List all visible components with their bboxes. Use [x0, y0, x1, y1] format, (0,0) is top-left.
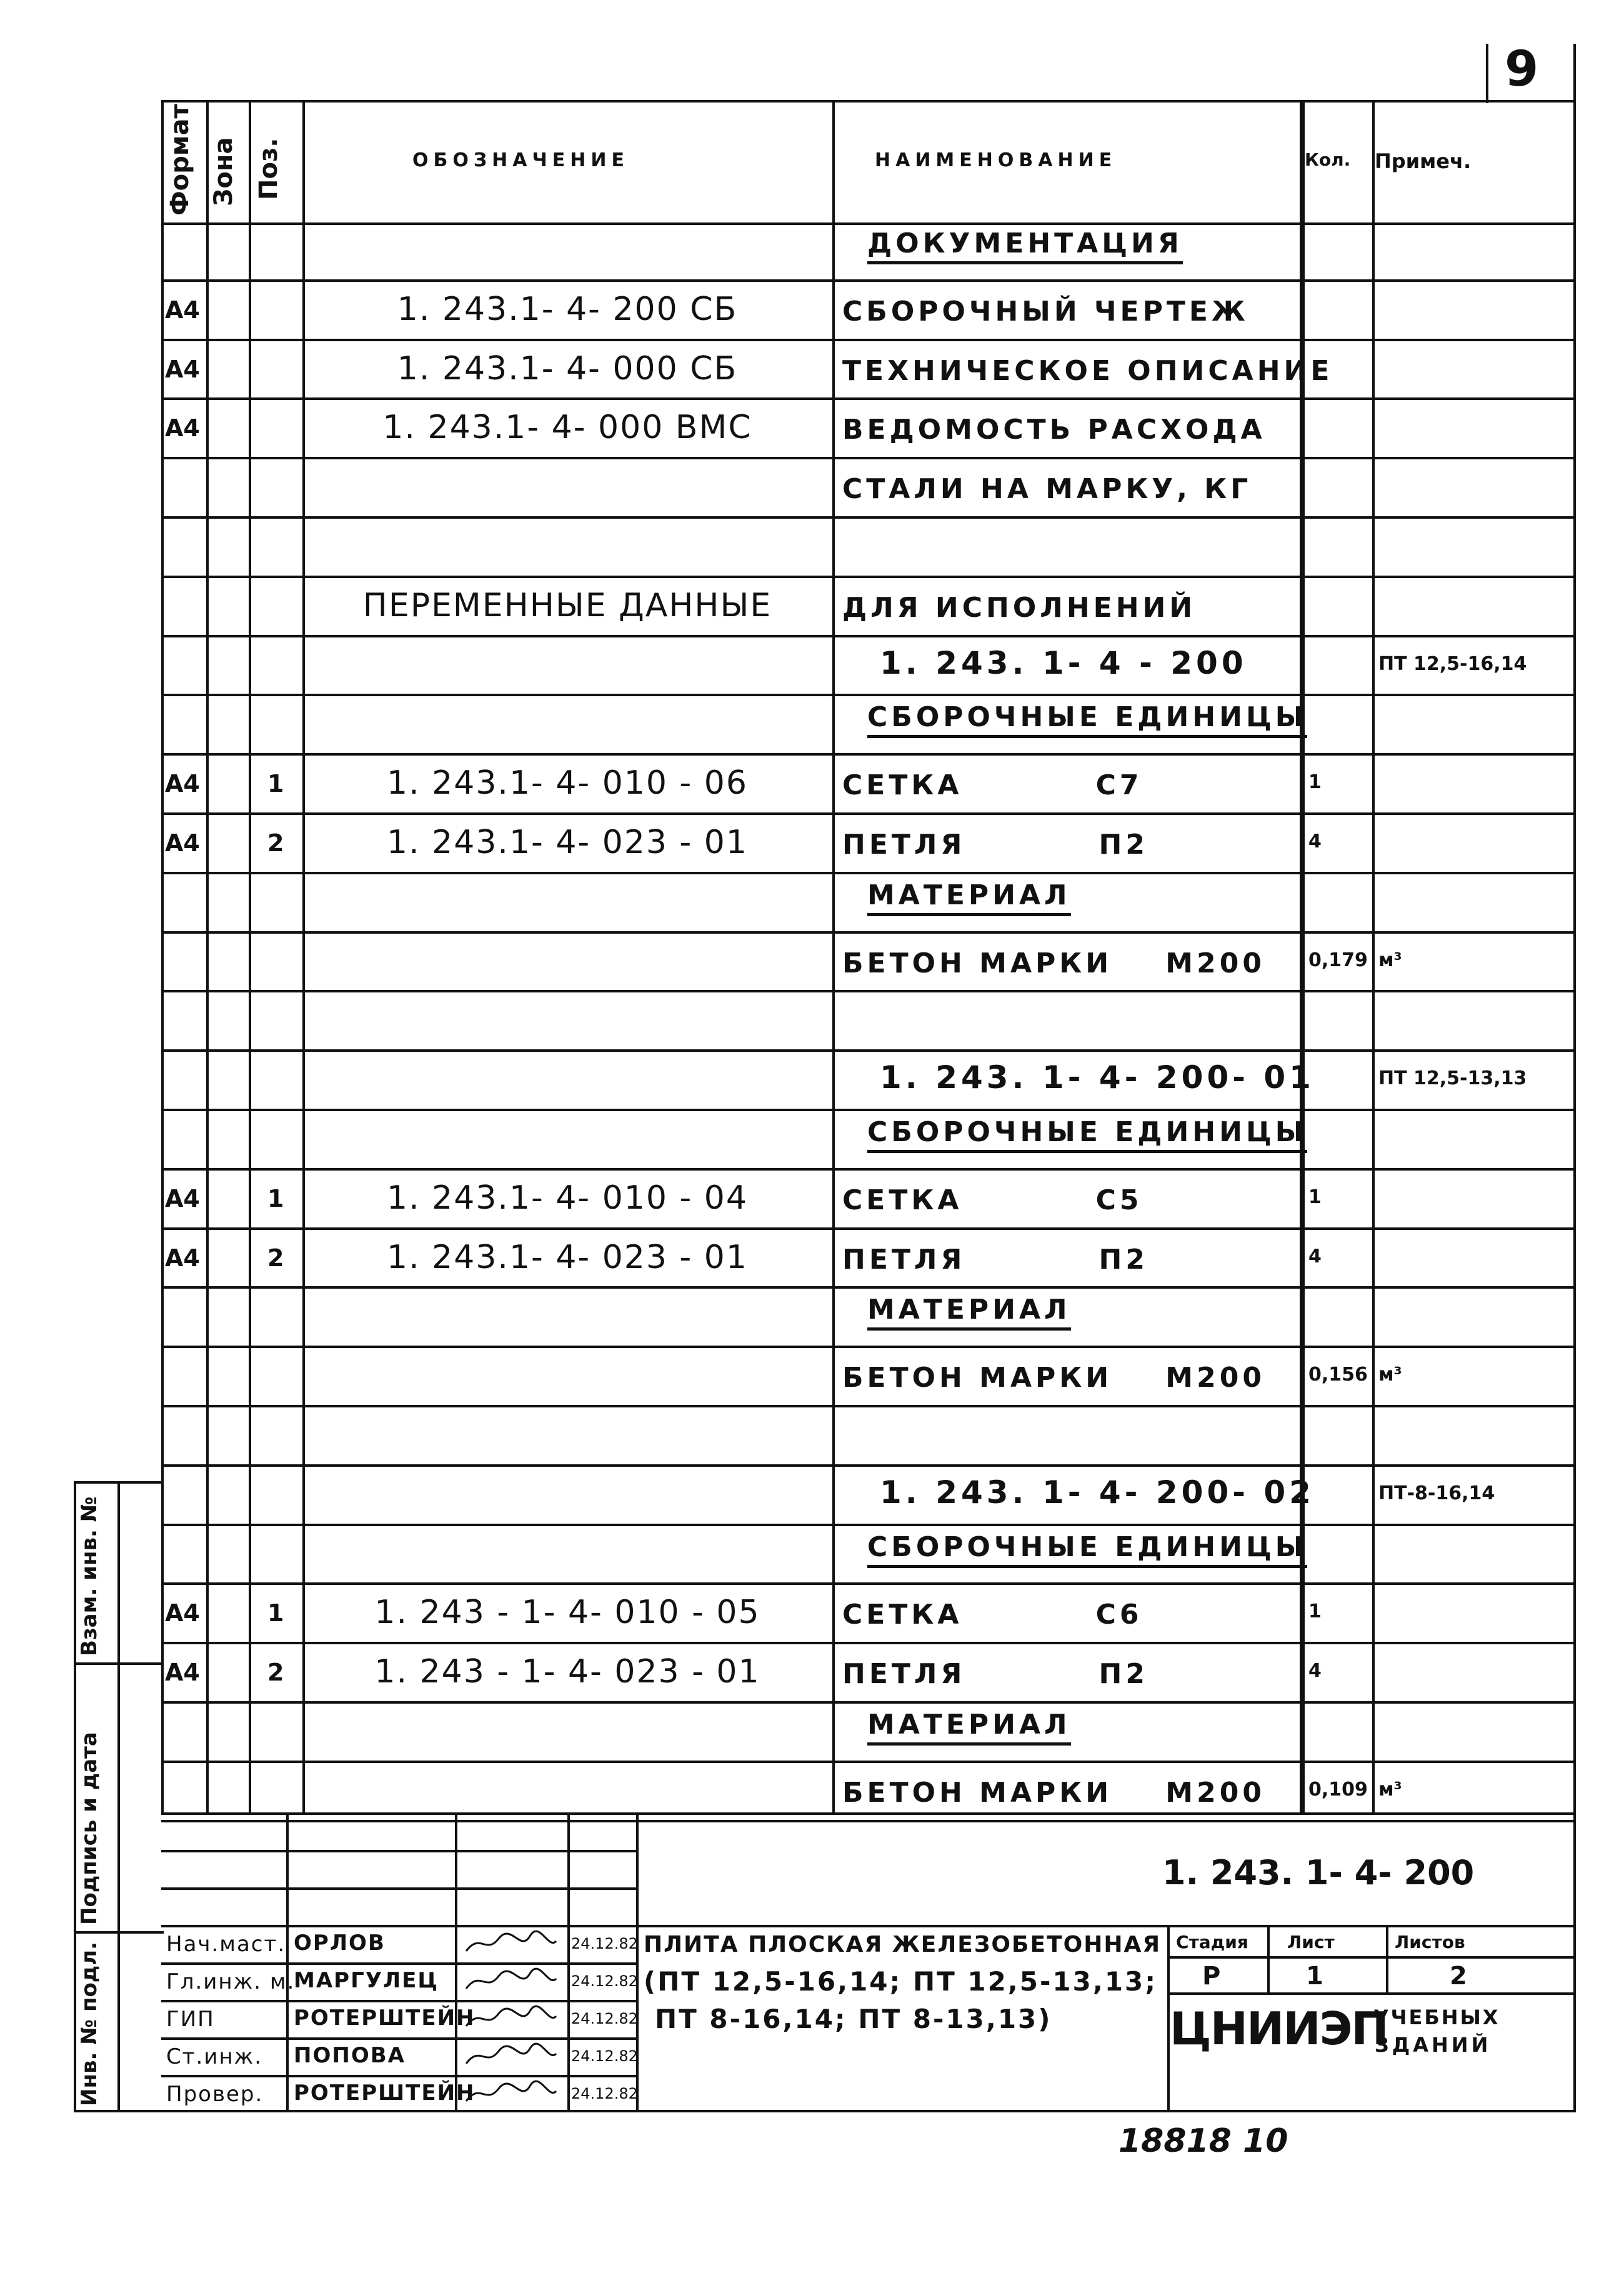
title-doc-code: 1. 243. 1- 4- 200 [1162, 1853, 1475, 1892]
sheet-number-box-right [1573, 44, 1576, 103]
approval-name: РОТЕРШТЕЙН [294, 2081, 476, 2106]
side-vzam-inv: Взам. инв. № [77, 1496, 102, 1656]
cell-name: ДОКУМЕНТАЦИЯ [867, 230, 1183, 264]
signature [461, 2077, 561, 2109]
cell-qty: 1 [1308, 771, 1322, 794]
table-row [161, 1585, 1575, 1644]
approval-role: ГИП [166, 2007, 215, 2032]
cell-designation: 1. 243.1- 4- 023 - 01 [387, 824, 748, 861]
approval-role: Нач.маст. [166, 1932, 286, 1957]
table-row [161, 815, 1575, 874]
cell-name: ТЕХНИЧЕСКОЕ ОПИСАНИЕ [842, 354, 1333, 387]
cell-designation: ПЕРЕМЕННЫЕ ДАННЫЕ [362, 586, 772, 624]
sheet-number: 9 [1505, 41, 1539, 97]
cell-name: ДЛЯ ИСПОЛНЕНИЙ [842, 591, 1197, 624]
table-row [161, 756, 1575, 815]
cell-qty: 4 [1308, 831, 1322, 852]
approval-name: РОТЕРШТЕЙН [294, 2006, 476, 2031]
sheets-label: Листов [1395, 1932, 1465, 1952]
cell-name: МАТЕРИАЛ [867, 882, 1071, 916]
signature [461, 1927, 561, 1959]
cell-qty: 1 [1308, 1601, 1322, 1623]
cell-name: СЕТКА С5 [842, 1184, 1143, 1216]
cell-note: м³ [1378, 949, 1402, 971]
cell-format: А4 [165, 355, 200, 383]
approval-role: Провер. [166, 2082, 264, 2107]
sheet-number-box-left [1486, 44, 1488, 103]
sheet-value: 1 [1306, 1962, 1323, 1991]
cell-pos: 2 [267, 829, 284, 857]
table-row [161, 459, 1575, 519]
cell-name: ПЕТЛЯ П2 [842, 1658, 1148, 1691]
cell-pos: 1 [267, 1599, 284, 1627]
cell-designation: 1. 243.1- 4- 010 - 04 [387, 1179, 748, 1217]
table-row [161, 222, 1575, 282]
cell-designation: 1. 243 - 1- 4- 023 - 01 [374, 1653, 760, 1691]
cell-qty: 4 [1308, 1660, 1322, 1682]
approval-date: 24.12.82 [571, 2047, 638, 2065]
table-row [161, 637, 1575, 697]
cell-name: МАТЕРИАЛ [867, 1711, 1071, 1746]
table-row [161, 874, 1575, 934]
signature [461, 2040, 561, 2071]
cell-name: БЕТОН МАРКИ М200 [842, 1776, 1265, 1809]
table-row [161, 934, 1575, 993]
cell-pos: 1 [267, 1184, 284, 1212]
cell-format: А4 [165, 829, 200, 857]
header-zone: Зона [209, 137, 238, 206]
cell-name: 1. 243. 1- 4- 200- 01 [880, 1059, 1315, 1096]
cell-name: 1. 243. 1- 4- 200- 02 [880, 1474, 1315, 1511]
cell-format: А4 [165, 296, 200, 324]
table-row [161, 282, 1575, 341]
stage-value: Р [1202, 1962, 1221, 1991]
title-line-1: ПЛИТА ПЛОСКАЯ ЖЕЛЕЗОБЕТОННАЯ [644, 1932, 1162, 1957]
cell-name: БЕТОН МАРКИ М200 [842, 1362, 1265, 1394]
approval-name: МАРГУЛЕЦ [294, 1968, 439, 1993]
side-sign-date: Подпись и дата [77, 1732, 102, 1925]
table-row [161, 696, 1575, 756]
cell-designation: 1. 243.1- 4- 200 СБ [397, 290, 738, 328]
signature [461, 1965, 561, 1996]
org-name: ЦНИИЭП [1170, 2002, 1388, 2055]
cell-name: ПЕТЛЯ П2 [842, 1243, 1148, 1276]
cell-note: ПТ 12,5-13,13 [1378, 1067, 1527, 1090]
table-row [161, 341, 1575, 401]
cell-qty: 4 [1308, 1245, 1322, 1267]
cell-designation: 1. 243.1- 4- 023 - 01 [387, 1238, 748, 1276]
table-row [161, 1052, 1575, 1111]
approval-date: 24.12.82 [571, 1935, 638, 1952]
cell-pos: 1 [267, 770, 284, 798]
cell-name: СБОРОЧНЫЕ ЕДИНИЦЫ [867, 1534, 1307, 1568]
approval-name: ПОПОВА [294, 2043, 406, 2068]
cell-name: СТАЛИ НА МАРКУ, КГ [842, 473, 1252, 506]
table-row [161, 400, 1575, 459]
table-row [161, 1289, 1575, 1348]
cell-qty: 0,156 [1308, 1364, 1368, 1386]
table-row [161, 578, 1575, 637]
cell-format: А4 [165, 414, 200, 442]
header-note: Примеч. [1375, 149, 1472, 173]
cell-name: СЕТКА С7 [842, 769, 1143, 802]
table-row [161, 1644, 1575, 1704]
footer-number: 18818 10 [1118, 2122, 1288, 2160]
cell-format: А4 [165, 1659, 200, 1687]
cell-pos: 2 [267, 1659, 284, 1687]
cell-note: ПТ-8-16,14 [1378, 1482, 1495, 1504]
header-designation: ОБОЗНАЧЕНИЕ [412, 149, 629, 171]
approval-date: 24.12.82 [571, 2010, 638, 2027]
table-row [161, 1230, 1575, 1289]
table-row [161, 1526, 1575, 1586]
cell-format: А4 [165, 1244, 200, 1272]
cell-designation: 1. 243.1- 4- 010 - 06 [387, 764, 748, 802]
cell-name: СБОРОЧНЫЕ ЕДИНИЦЫ [867, 704, 1307, 738]
cell-qty: 0,109 [1308, 1778, 1368, 1801]
header-pos: Поз. [254, 137, 283, 200]
approval-name: ОРЛОВ [294, 1931, 386, 1956]
header-name: НАИМЕНОВАНИЕ [875, 149, 1117, 171]
sheets-value: 2 [1450, 1962, 1467, 1991]
table-row [161, 1704, 1575, 1763]
table-row [161, 1407, 1575, 1467]
cell-name: МАТЕРИАЛ [867, 1296, 1071, 1331]
stage-label: Стадия [1176, 1932, 1248, 1952]
cell-note: ПТ 12,5-16,14 [1378, 652, 1527, 675]
cell-qty: 0,179 [1308, 949, 1368, 971]
cell-name: СЕТКА С6 [842, 1599, 1143, 1631]
approval-date: 24.12.82 [571, 1972, 638, 1990]
org-sub-2: ЗДАНИЙ [1375, 2033, 1492, 2057]
cell-format: А4 [165, 1184, 200, 1212]
cell-designation: 1. 243.1- 4- 000 ВМС [382, 409, 752, 447]
approval-role: Ст.инж. [166, 2044, 263, 2069]
cell-name: СБОРОЧНЫЕ ЕДИНИЦЫ [867, 1119, 1307, 1153]
cell-name: СБОРОЧНЫЙ ЧЕРТЕЖ [842, 295, 1249, 327]
sheet-label: Лист [1287, 1932, 1335, 1952]
table-row [161, 1171, 1575, 1230]
approval-date: 24.12.82 [571, 2085, 638, 2102]
cell-note: м³ [1378, 1778, 1402, 1801]
cell-designation: 1. 243.1- 4- 000 СБ [397, 349, 738, 387]
side-inv-orig: Инв. № подл. [77, 1941, 102, 2106]
cell-name: 1. 243. 1- 4 - 200 [880, 644, 1247, 681]
cell-pos: 2 [267, 1244, 284, 1272]
cell-format: А4 [165, 770, 200, 798]
cell-qty: 1 [1308, 1186, 1322, 1208]
cell-name: ВЕДОМОСТЬ РАСХОДА [842, 414, 1266, 446]
table-row [161, 1467, 1575, 1526]
table-row [161, 519, 1575, 578]
cell-note: м³ [1378, 1364, 1402, 1386]
header-qty: Кол. [1305, 149, 1351, 170]
cell-name: ПЕТЛЯ П2 [842, 829, 1148, 861]
table-row [161, 1111, 1575, 1171]
table-row [161, 1348, 1575, 1407]
org-sub-1: УЧЕБНЫХ [1373, 2006, 1500, 2029]
cell-designation: 1. 243 - 1- 4- 010 - 05 [374, 1594, 760, 1632]
cell-format: А4 [165, 1599, 200, 1627]
title-line-3: ПТ 8-16,14; ПТ 8-13,13) [655, 2004, 1052, 2034]
title-line-2: (ПТ 12,5-16,14; ПТ 12,5-13,13; [644, 1966, 1158, 1997]
header-format: Формат [166, 104, 194, 216]
table-row [161, 992, 1575, 1052]
cell-name: БЕТОН МАРКИ М200 [842, 947, 1265, 979]
approval-role: Гл.инж. м. [166, 1969, 296, 1994]
signature [461, 2002, 561, 2034]
